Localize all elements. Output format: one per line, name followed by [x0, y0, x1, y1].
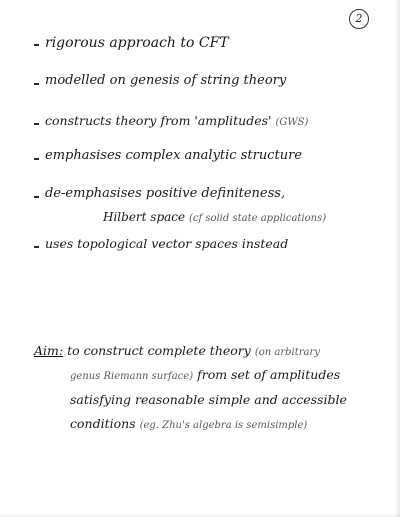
aim-line-1-note: (on arbitrary	[254, 347, 320, 358]
aim-label: Aim:	[34, 343, 64, 358]
aim-line-4-main: conditions	[70, 416, 136, 431]
bullet-dash-3	[34, 123, 39, 125]
bullet-6-text: uses topological vector spaces instead	[45, 236, 289, 251]
bullet-3-note: (GWS)	[275, 117, 309, 128]
aim-line-2	[70, 367, 340, 382]
page-bottom-shadow	[0, 513, 400, 517]
bullet-3-text	[45, 113, 308, 128]
bullet-dash-5	[34, 196, 39, 198]
bullet-dash-6	[34, 246, 39, 248]
bullet-1-text: rigorous approach to CFT	[45, 35, 229, 51]
bullet-5-continuation	[103, 210, 326, 224]
aim-line-3: satisfying reasonable simple and accessible	[70, 392, 347, 407]
aim-line-2-note: genus Riemann surface)	[70, 371, 194, 382]
bullet-dash-4	[34, 158, 39, 160]
page-number: 2	[349, 9, 369, 29]
bullet-4-text: emphasises complex analytic structure	[45, 148, 302, 163]
page-edge-shadow	[394, 0, 400, 517]
aim-line-1-main: to construct complete theory	[67, 343, 251, 358]
bullet-2-text: modelled on genesis of string theory	[45, 73, 287, 88]
bullet-5-continuation-main: Hilbert space	[103, 210, 186, 224]
bullet-5-continuation-note: (cf solid state applications)	[188, 213, 327, 224]
bullet-dash-1	[34, 44, 39, 46]
aim-line-2-main: from set of amplitudes	[197, 367, 341, 382]
aim-line-4	[70, 416, 307, 431]
aim-line-1	[34, 343, 320, 358]
bullet-dash-2	[34, 83, 39, 85]
bullet-3-main: constructs theory from 'amplitudes'	[45, 113, 272, 128]
aim-line-4-note: (eg. Zhu's algebra is semisimple)	[139, 420, 308, 431]
bullet-5-text: de-emphasises positive definiteness,	[45, 186, 286, 201]
